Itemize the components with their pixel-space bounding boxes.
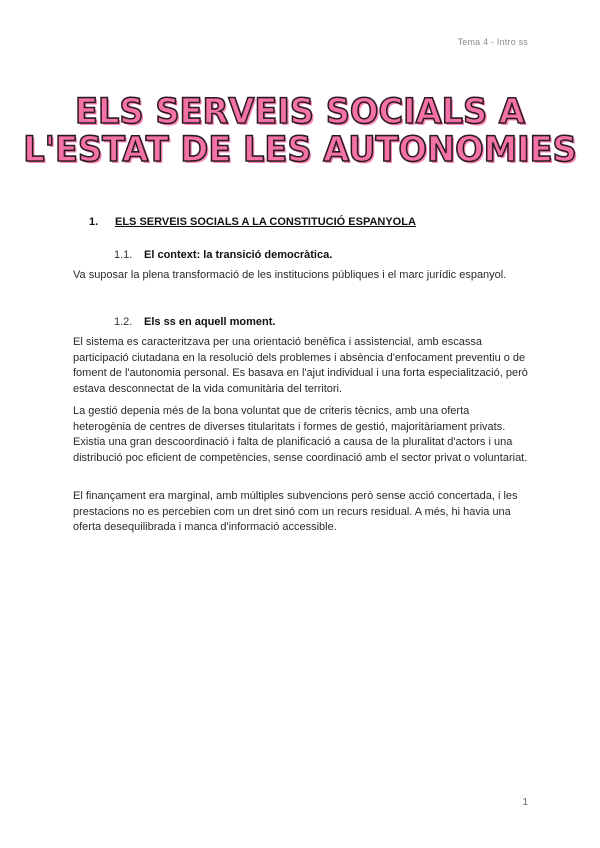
subsection-heading-1 [114,249,332,261]
paragraph: La gestió depenia més de la bona voluntat que de criteris tècnics, amb una oferta heterogènia de centres de diverses titularitats i formes de gestió, majoritàriament privats. Existia una gran descoordinació i falta de planificació a causa de la pluralitat d'actors i una distribució poc eficient de competències, sense coordinació amb el sector privat o voluntariat. [73,405,528,464]
subsection-number: 1.1. [114,249,133,261]
paragraph: Va suposar la plena transformació de les institucions públiques i el marc jurídic espanyol. [73,269,507,281]
subsection-title: Els ss en aquell moment. [144,316,276,328]
section-title: ELS SERVEIS SOCIALS A LA CONSTITUCIÓ ESPANYOLA [115,216,416,228]
paragraph: El sistema es caracteritzava per una orientació benèfica i assistencial, amb escassa participació ciutadana en la resolució dels problemes i absència d'enfocament preventiu o de foment de l'autonomia personal. Es basava en l'ajut individual i una forta especialització, però estava desconnectat de la vida comunitària del territori. [73,336,528,395]
page-number: 1 [522,797,528,808]
paragraph: El finançament era marginal, amb múltiples subvencions però sense acció concertada, i les prestacions no es percebien com un dret sinó com un recurs residual. A més, hi havia una oferta desequilibrada i manca d'informació accessible. [73,490,518,534]
subsection-heading-2 [114,316,275,328]
section-heading [89,216,416,228]
running-header: Tema 4 - Intro ss [457,37,528,47]
page-title-line-1: ELS SERVEIS SOCIALS A [75,92,525,132]
page-title-line-2: L'ESTAT DE LES AUTONOMIES [23,130,577,170]
subsection-number: 1.2. [114,316,133,328]
subsection-title: El context: la transició democràtica. [144,249,333,261]
section-number: 1. [89,216,99,228]
